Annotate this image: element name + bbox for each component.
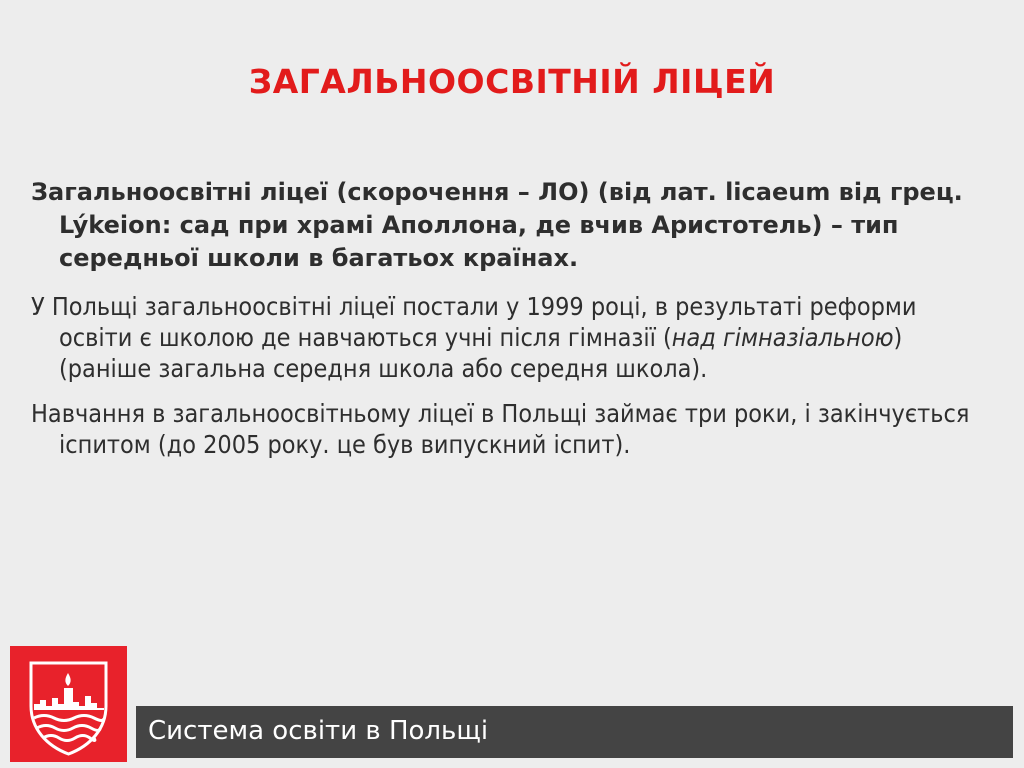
footer-bar	[136, 706, 1013, 758]
slide-body	[31, 176, 991, 474]
paragraph-definition: Загальноосвітні ліцеї (скорочення – ЛО) (від лат. licaeum від грец. Lýkeion: сад при храмі Аполлона, де вчив Аристотель) – тип середньої школи в багатьох країнах.	[31, 178, 963, 272]
paragraph-poland-history-text-2: ) (раніше загальна середня школа або середня школа).	[59, 323, 903, 383]
paragraph-poland-history-italic: над гімназіальною	[671, 323, 894, 352]
shield-candle-emblem-icon	[10, 646, 127, 762]
paragraph-duration: Навчання в загальноосвітньому ліцеї в Польщі займає три роки, і закінчується іспитом (до 2005 року. це був випускний іспит).	[31, 399, 970, 459]
paragraph-poland-history	[31, 291, 991, 384]
slide-title: ЗАГАЛЬНООСВІТНІЙ ЛІЦЕЙ	[248, 62, 776, 101]
logo	[10, 646, 127, 762]
paragraph-poland-history-text-1: У Польщі загальноосвітні ліцеї постали у 1999 році, в результаті реформи освіти є школою де навчаються учні після гімназії (	[31, 292, 917, 352]
footer-label: Система освіти в Польщі	[148, 716, 489, 746]
